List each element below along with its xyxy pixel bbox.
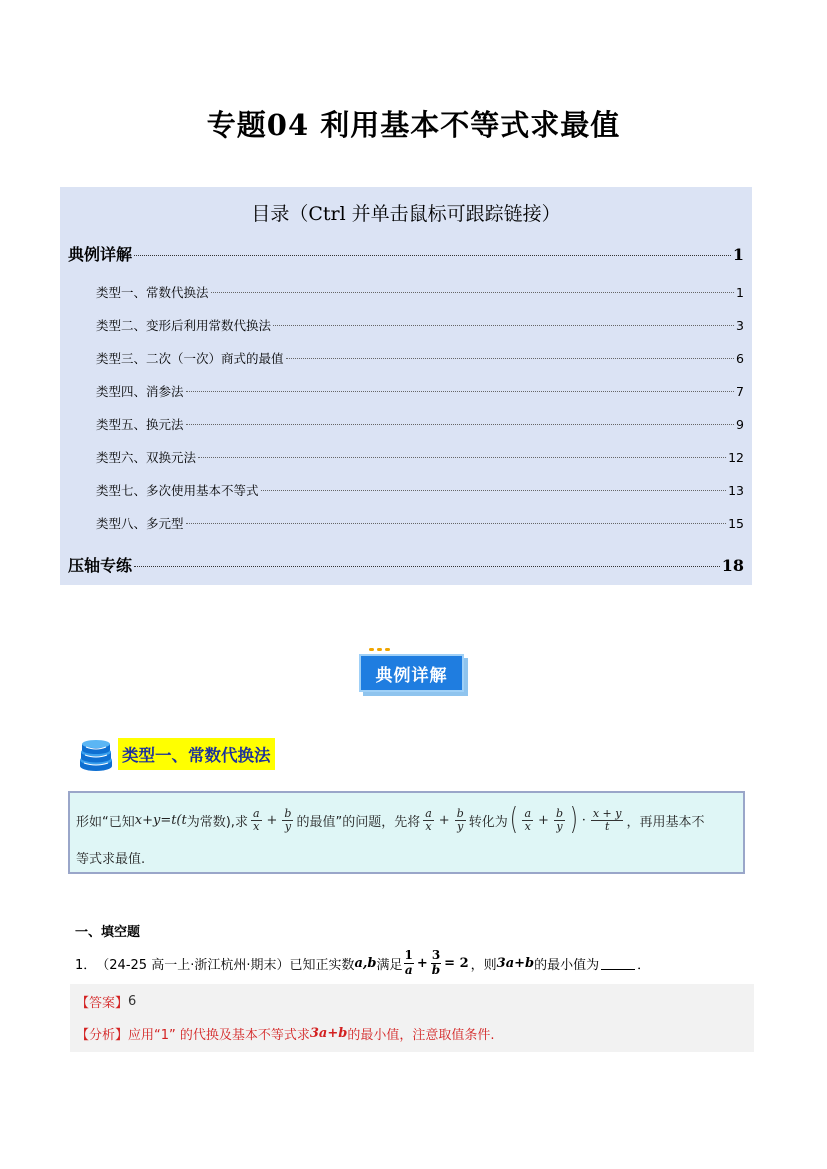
toc-entry-page: 9 xyxy=(736,417,744,432)
toc-entry-label: 类型一、常数代换法 xyxy=(96,285,209,300)
toc-entry-label: 压轴专练 xyxy=(68,556,133,575)
toc-entry-page: 18 xyxy=(721,556,744,575)
toc-dot-leader xyxy=(198,457,726,458)
toc-dot-leader xyxy=(186,391,734,392)
toc-entry-page: 1 xyxy=(736,285,744,300)
toc-dot-leader xyxy=(261,490,727,491)
fraction-b-over-y: $\frac{b}{y}$ xyxy=(555,806,563,833)
fraction-a-over-x: $\frac{a}{x}$ xyxy=(524,806,532,833)
question-text: 已知正实数 xyxy=(289,957,355,973)
toc-entry-label: 类型八、多元型 xyxy=(96,516,184,531)
toc-entry[interactable] xyxy=(96,382,744,400)
answer-blank xyxy=(601,956,635,970)
toc-dot-leader xyxy=(134,566,720,567)
fraction-a-over-x: $\frac{a}{x}$ xyxy=(252,806,260,833)
toc-entry[interactable] xyxy=(96,415,744,433)
toc-entry[interactable] xyxy=(96,283,744,301)
fraction-xy-over-t: $\frac{x + y}{t}$ xyxy=(592,806,622,833)
question-number: 1． xyxy=(75,957,97,973)
toc-entry-label: 类型六、双换元法 xyxy=(96,450,197,465)
method-note xyxy=(68,791,745,874)
toc-entry-label: 类型七、多次使用基本不等式 xyxy=(96,483,259,498)
note-line-2: 等式求最值. xyxy=(76,852,146,867)
question-1: 1． （24-25 高一上·浙江杭州·期末） 已知正实数 a,b 满足 $\frac{1}{a}$ + $\frac{3}{b}$ = 2 ，则 3a+b 的最小值为 ． xyxy=(75,948,651,977)
toc-entry-page: 12 xyxy=(728,450,744,465)
question-text: ，则 xyxy=(470,957,497,973)
question-expression: 3a+b xyxy=(496,955,535,971)
note-text: 形如“已知 xyxy=(76,814,135,830)
toc-entry-label: 类型二、变形后利用常数代换法 xyxy=(96,318,272,333)
toc-entry-page: 1 xyxy=(732,245,744,264)
note-condition: x+y=t(t xyxy=(134,812,187,828)
toc-entry[interactable] xyxy=(68,553,744,576)
toc-dot-leader xyxy=(286,358,734,359)
question-source: （24-25 高一上·浙江杭州·期末） xyxy=(96,957,290,973)
toc-heading: 目录（Ctrl 并单击鼠标可跟踪链接） xyxy=(251,203,561,225)
analysis-tag: 【分析】 xyxy=(76,1028,129,1043)
fraction-1-over-a: $\frac{1}{a}$ xyxy=(404,948,413,977)
type-header xyxy=(76,734,275,774)
answer-box xyxy=(70,984,754,1052)
toc-entry[interactable] xyxy=(96,349,744,367)
question-text: 满足 xyxy=(376,957,403,973)
analysis-text: 应用“1” 的代换及基本不等式求 xyxy=(128,1028,310,1043)
analysis-text: 的最小值，注意取值条件. xyxy=(347,1028,495,1043)
fraction-b-over-y: $\frac{b}{y}$ xyxy=(456,806,464,833)
table-of-contents xyxy=(60,187,752,585)
fraction-a-over-x: $\frac{a}{x}$ xyxy=(425,806,432,833)
fraction-b-over-y: $\frac{b}{y}$ xyxy=(284,806,292,833)
type-heading: 类型一、常数代换法 xyxy=(118,738,275,770)
books-icon xyxy=(76,734,116,774)
note-text: 转化为 xyxy=(468,814,508,830)
toc-entry-page: 15 xyxy=(728,516,744,531)
note-text: ，再用基本不 xyxy=(626,814,705,830)
question-section-heading: 一、填空题 xyxy=(75,925,141,940)
section-badge-label: 典例详解 xyxy=(359,654,464,692)
toc-entry-page: 6 xyxy=(736,351,744,366)
toc-entry-page: 3 xyxy=(736,318,744,333)
toc-entry[interactable] xyxy=(96,448,744,466)
toc-entry-label: 类型五、换元法 xyxy=(96,417,184,432)
toc-entry[interactable] xyxy=(96,514,744,532)
answer-value: 6 xyxy=(128,994,137,1009)
toc-entry[interactable] xyxy=(96,481,744,499)
answer-line xyxy=(76,992,136,1011)
analysis-line xyxy=(76,1024,494,1043)
toc-dot-leader xyxy=(211,292,734,293)
fraction-3-over-b: $\frac{3}{b}$ xyxy=(431,948,441,977)
toc-entry-label: 类型三、二次（一次）商式的最值 xyxy=(96,351,284,366)
toc-entry-page: 7 xyxy=(736,384,744,399)
toc-entry-label: 典例详解 xyxy=(68,245,133,264)
answer-tag: 【答案】 xyxy=(76,996,129,1011)
toc-entry-page: 13 xyxy=(728,483,744,498)
toc-entry[interactable] xyxy=(68,242,744,265)
note-text: 的最值”的问题，先将 xyxy=(296,814,421,830)
document-title: 专题04 利用基本不等式求最值 xyxy=(206,108,621,142)
badge-dots xyxy=(369,648,390,651)
toc-entry-label: 类型四、消参法 xyxy=(96,384,184,399)
question-end: ． xyxy=(637,957,651,973)
question-variables: a,b xyxy=(354,955,377,971)
analysis-expression: 3a+b xyxy=(309,1026,348,1041)
note-line-1: 形如“已知 x+y=t(t 为常数),求 $\frac{a}{x}$ + $\frac{b}{y}$ 的最值”的问题，先将 $\frac{a}{x}$ + $\frac{b}{y}$ 转化为 ( $\frac{a}{x}$ + $\frac{b}{y}$ ) · $\frac{x + y}{t}$ ，再用基本不 xyxy=(76,802,705,837)
note-text: 为常数),求 xyxy=(186,814,248,830)
toc-dot-leader xyxy=(273,325,734,326)
toc-dot-leader xyxy=(134,255,731,256)
toc-dot-leader xyxy=(186,523,727,524)
toc-dot-leader xyxy=(186,424,734,425)
question-text: 的最小值为 xyxy=(534,957,600,973)
section-badge xyxy=(359,654,468,696)
equation-rhs: = 2 xyxy=(444,955,469,971)
toc-entry[interactable] xyxy=(96,316,744,334)
